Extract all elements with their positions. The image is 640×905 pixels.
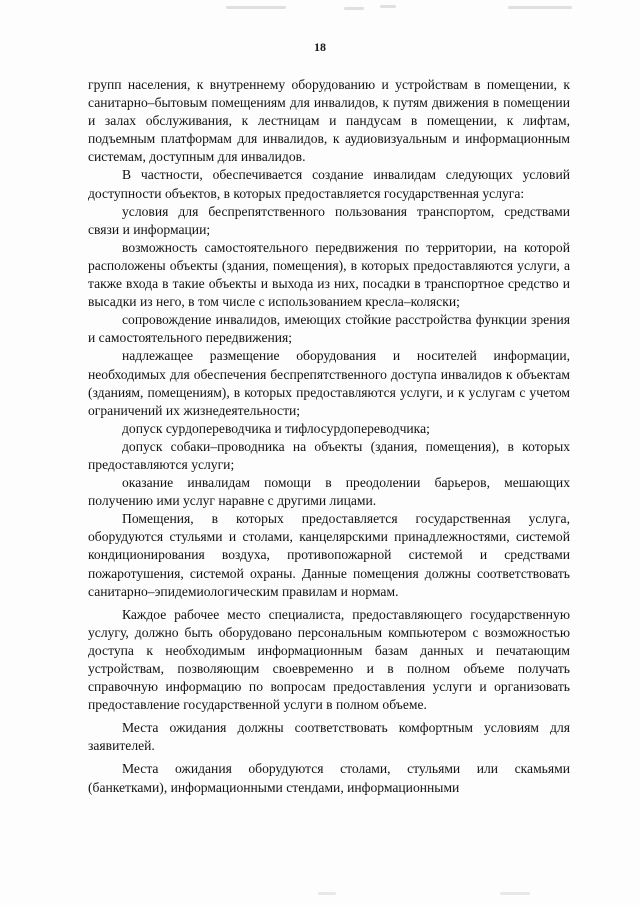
paragraph: условия для беспрепятственного пользования транспортом, средствами связи и информации; — [88, 203, 570, 237]
scan-artifact — [500, 892, 530, 895]
paragraph: сопровождение инвалидов, имеющих стойкие расстройства функции зрения и самостоятельного передвижения; — [88, 312, 570, 346]
paragraph: групп населения, к внутреннему оборудованию и устройствам в помещении, к санитарно–бытовым помещениям для инвалидов, к путям движения в помещении и залах обслуживания, к лестницам и пандусам в помещении, к лифтам, подъемным платформам для инвалидов, к аудиовизуальным и информационным системам, доступным для инвалидов. — [88, 77, 570, 165]
scan-artifact — [226, 6, 286, 9]
paragraph: надлежащее размещение оборудования и носителей информации, необходимых для обеспечения беспрепятственного доступа инвалидов к объектам (зданиям, помещениям), в которых предоставляются услуги, и к услугам с учетом ограничений их жизнедеятельности; — [88, 348, 570, 418]
paragraph: допуск собаки–проводника на объекты (здания, помещения), в которых предоставляются услуги; — [88, 438, 570, 472]
paragraph: Помещения, в которых предоставляется государственная услуга, оборудуются стульями и столами, канцелярскими принадлежностями, системой кондиционирования воздуха, противопожарной системой и средствами пожаротушения, системой охраны. Данные помещения должны соответствовать санитарно–эпидемиологическим правилам и нормам. — [88, 511, 570, 599]
paragraph: допуск сурдопереводчика и тифлосурдопереводчика; — [122, 420, 430, 436]
scan-artifact — [508, 6, 572, 9]
scan-artifact — [380, 5, 396, 8]
scan-artifact — [318, 892, 336, 895]
page-number: 18 — [314, 40, 326, 54]
document-body — [88, 76, 570, 797]
paragraph: оказание инвалидам помощи в преодолении барьеров, мешающих получению ими услуг наравне с другими лицами. — [88, 475, 570, 509]
scan-artifacts — [0, 4, 640, 18]
paragraph: Места ожидания оборудуются столами, стульями или скамьями (банкетками), информационными стендами, информационными — [88, 761, 570, 795]
paragraph: В частности, обеспечивается создание инвалидам следующих условий доступности объектов, в которых предоставляется государственная услуга: — [88, 167, 570, 201]
scan-artifact — [344, 7, 364, 10]
paragraph: Места ожидания должны соответствовать комфортным условиям для заявителей. — [88, 720, 570, 754]
paragraph: возможность самостоятельного передвижения по территории, на которой расположены объекты (здания, помещения), в которых предоставляются услуги, а также входа в такие объекты и выхода из них, посадки в транспортное средство и высадки из него, в том числе с использованием кресла–коляски; — [88, 239, 570, 310]
paragraph: Каждое рабочее место специалиста, предоставляющего государственную услугу, должно быть оборудовано персональным компьютером с возможностью доступа к необходимым информационным базам данных и печатающим устройствам, позволяющим своевременно и в полном объеме получать справочную информацию по вопросам предоставления услуги и организовать предоставление государственной услуги в полном объеме. — [88, 606, 570, 713]
